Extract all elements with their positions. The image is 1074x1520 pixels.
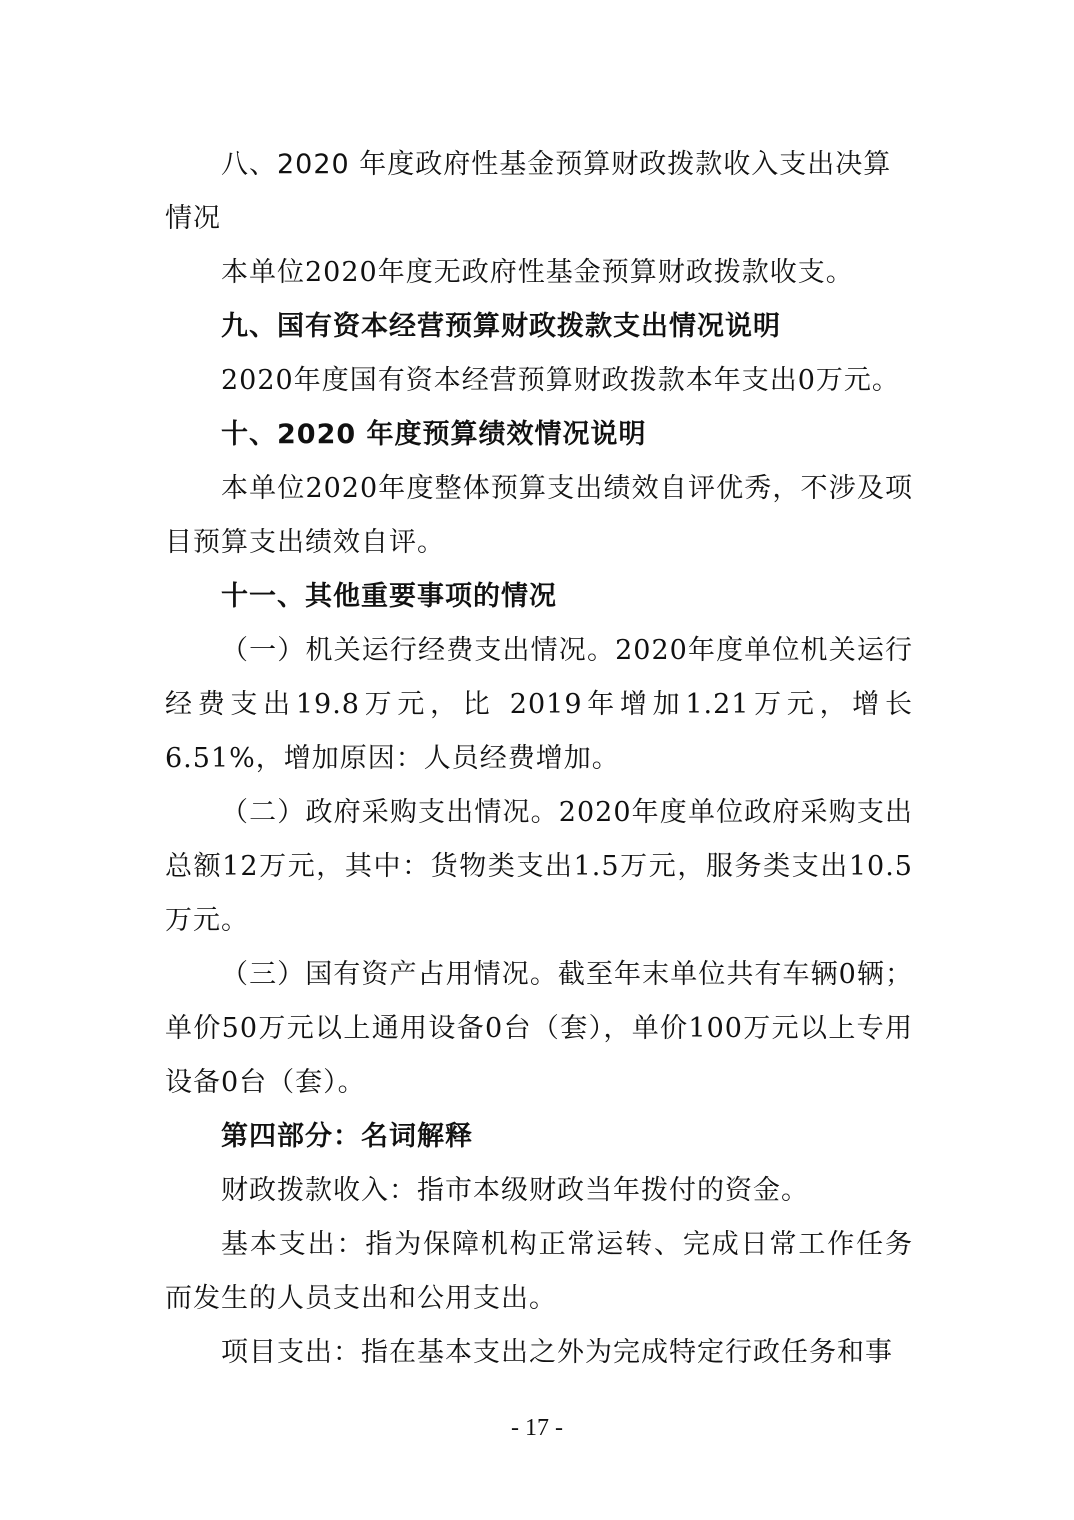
term-2: 基本支出：指为保障机构正常运转、完成日常工作任务而发生的人员支出和公用支出。 (165, 1229, 913, 1314)
section-8-heading: 八、2020 年度政府性基金预算财政拨款收入支出决算情况 (165, 149, 892, 234)
term-3: 项目支出：指在基本支出之外为完成特定行政任务和事 (221, 1337, 893, 1368)
part-4-heading: 第四部分：名词解释 (221, 1121, 473, 1152)
section-11-item-1: （一）机关运行经费支出情况。2020年度单位机关运行经费支出19.8万元，比 2019年增加1.21万元，增长6.51%，增加原因：人员经费增加。 (165, 635, 913, 774)
section-11-item-3: （三）国有资产占用情况。截至年末单位共有车辆0辆；单价50万元以上通用设备0台（套），单价100万元以上专用设备0台（套）。 (165, 959, 913, 1098)
term-1: 财政拨款收入：指市本级财政当年拨付的资金。 (221, 1175, 809, 1206)
page-number: - 17 - (511, 1415, 563, 1441)
section-9-body: 2020年度国有资本经营预算财政拨款本年支出0万元。 (221, 365, 900, 396)
section-11-heading: 十一、其他重要事项的情况 (221, 581, 557, 612)
section-9-heading: 九、国有资本经营预算财政拨款支出情况说明 (221, 311, 781, 342)
section-11-item-2: （二）政府采购支出情况。2020年度单位政府采购支出总额12万元，其中：货物类支出1.5万元，服务类支出10.5万元。 (165, 797, 913, 936)
section-10-heading: 十、2020 年度预算绩效情况说明 (221, 419, 647, 450)
document-page (165, 138, 913, 1380)
section-10-body: 本单位2020年度整体预算支出绩效自评优秀，不涉及项目预算支出绩效自评。 (165, 473, 913, 558)
section-8-body: 本单位2020年度无政府性基金预算财政拨款收支。 (221, 257, 854, 288)
